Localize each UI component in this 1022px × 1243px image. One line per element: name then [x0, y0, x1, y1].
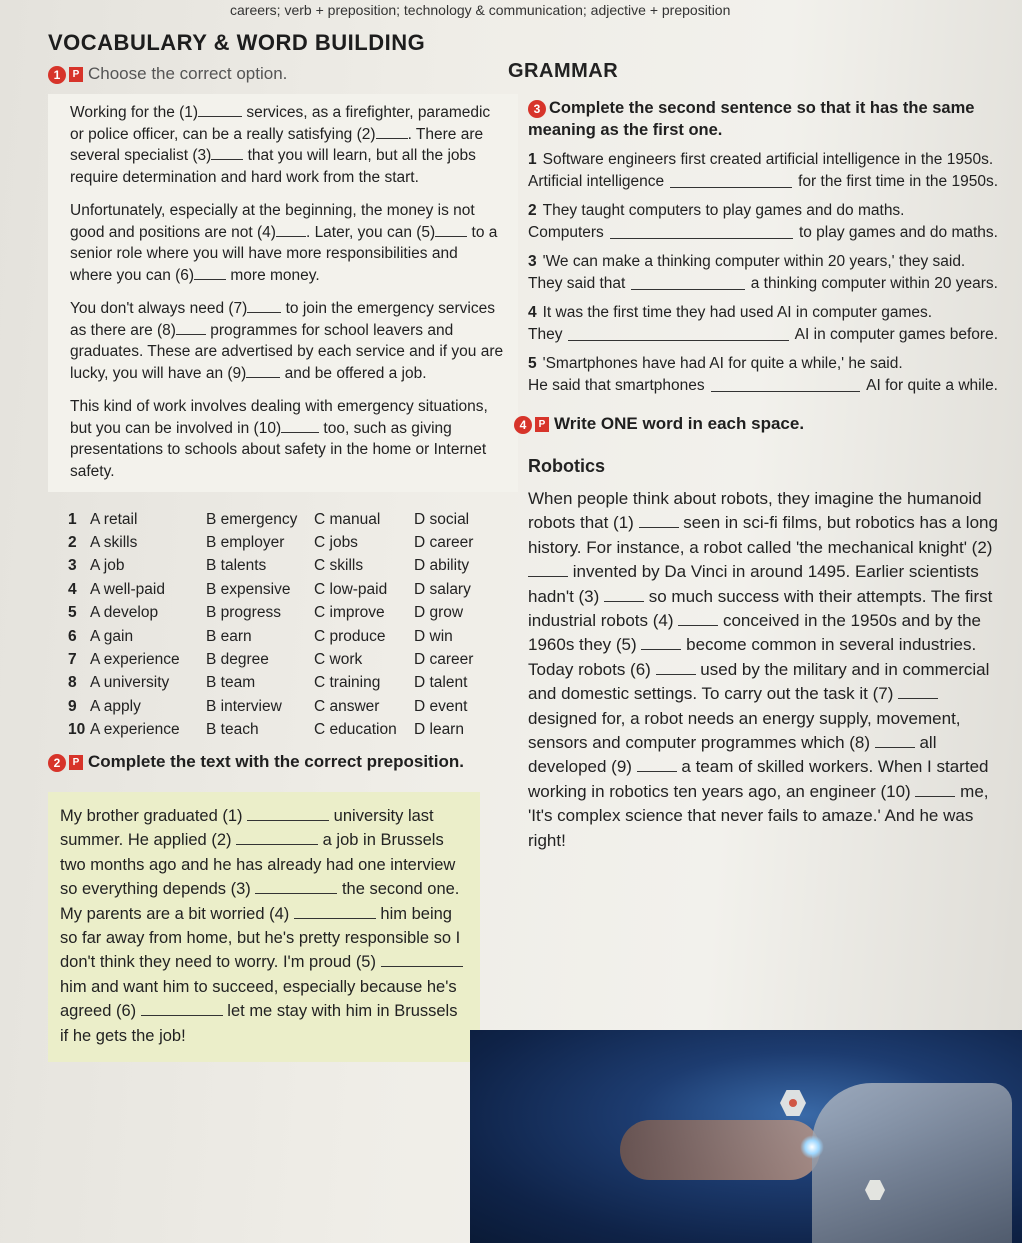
option-c[interactable]: C answer	[314, 697, 380, 715]
blank-1[interactable]	[198, 102, 242, 117]
option-b[interactable]: B expensive	[206, 580, 291, 598]
option-row	[68, 555, 518, 578]
word-blank-1[interactable]	[639, 513, 679, 528]
exercise-4-instruction: Write ONE word in each space.	[554, 414, 805, 433]
option-b[interactable]: B progress	[206, 604, 281, 622]
word-blank-8[interactable]	[875, 733, 915, 748]
text: and be offered a job.	[280, 364, 427, 382]
exercise-1-header	[48, 64, 518, 84]
robot-hand-shape	[812, 1083, 1012, 1243]
answer-line[interactable]	[670, 187, 792, 188]
exam-practice-icon: P	[69, 755, 83, 770]
exercise-4	[519, 414, 998, 853]
option-row	[68, 719, 518, 742]
option-b[interactable]: B earn	[206, 627, 252, 645]
prep-blank-5[interactable]	[381, 952, 463, 967]
cloze-paragraph-4	[70, 396, 504, 482]
answer-line[interactable]	[711, 391, 861, 392]
option-c[interactable]: C produce	[314, 627, 386, 645]
word-blank-3[interactable]	[604, 587, 644, 602]
second-sentence-end: AI for quite a while.	[866, 376, 998, 394]
exercise-1-instruction: Choose the correct option.	[88, 64, 288, 83]
second-sentence-end: AI in computer games before.	[794, 325, 998, 343]
option-number: 4	[68, 580, 77, 598]
text: Working for the (1)	[70, 104, 199, 121]
option-a[interactable]: A gain	[90, 627, 134, 645]
second-sentence	[528, 222, 998, 244]
text: become common in several industries. Today robots (6)	[528, 635, 977, 679]
option-row	[68, 531, 518, 554]
exercise-1-options	[48, 508, 518, 742]
blank-2[interactable]	[376, 124, 408, 139]
robotics-title: Robotics	[528, 456, 606, 476]
option-a[interactable]: A experience	[90, 721, 180, 739]
exercise-3-instruction: Complete the second sentence so that it has the same meaning as the first one.	[528, 99, 975, 139]
option-c[interactable]: C manual	[314, 510, 381, 528]
vocabulary-section	[48, 30, 518, 1062]
answer-line[interactable]	[631, 289, 744, 290]
transformation-item	[528, 251, 998, 294]
option-a[interactable]: A job	[90, 557, 125, 575]
blank-10[interactable]	[281, 418, 319, 433]
option-c[interactable]: C training	[314, 674, 381, 692]
second-sentence	[528, 324, 998, 346]
item-number: 5	[528, 355, 537, 372]
text: Unfortunately, especially at the beginning, the money is not good and positions are not (4)	[70, 202, 475, 241]
exercise-1-number: 1	[48, 66, 66, 84]
exercise-2-header	[48, 752, 518, 772]
grammar-title: GRAMMAR	[508, 60, 619, 82]
cloze-paragraph-3	[70, 298, 504, 384]
exercise-2-number: 2	[48, 754, 66, 772]
text: too, such as giving presentations to schools about safety in the home or Internet safety.	[70, 419, 487, 480]
text: . Later, you can (5)	[305, 223, 436, 241]
option-row	[68, 695, 518, 718]
exercise-3	[528, 97, 998, 396]
text: You don't always need (7)	[70, 300, 248, 317]
blank-4[interactable]	[276, 222, 306, 237]
option-number: 7	[68, 651, 77, 669]
exercise-4-number: 4	[514, 416, 532, 434]
word-blank-4[interactable]	[678, 611, 718, 626]
touch-glow	[800, 1135, 824, 1159]
option-c[interactable]: C skills	[314, 557, 364, 575]
option-a[interactable]: A develop	[90, 604, 159, 622]
robotics-text	[528, 487, 998, 853]
text: designed for, a robot needs an energy supply, movement, sensors and computer programmes which (8)	[528, 708, 961, 753]
option-row	[68, 578, 518, 601]
option-number: 8	[68, 674, 77, 692]
hexagon-icon	[780, 1090, 806, 1116]
first-sentence-text: It was the first time they had used AI in computer games.	[542, 304, 933, 321]
second-sentence-end: to play games and do maths.	[798, 223, 998, 241]
text: a team of skilled workers. When I started working in robotics ten years ago, an engineer (10)	[528, 757, 989, 801]
second-sentence-start: Artificial intelligence	[528, 172, 665, 190]
text: a job in Brussels two months ago and he has already had one interview so everything depends (3)	[60, 831, 456, 899]
exam-practice-icon: P	[69, 67, 83, 82]
word-blank-5[interactable]	[641, 635, 681, 650]
topic-header: careers; verb + preposition; technology & communication; adjective + preposition	[230, 2, 731, 18]
option-row	[68, 672, 518, 695]
text: all developed (9)	[528, 733, 937, 777]
blank-3[interactable]	[211, 145, 243, 160]
answer-line[interactable]	[610, 238, 793, 239]
option-b[interactable]: B degree	[206, 651, 269, 669]
item-number: 1	[528, 151, 537, 168]
second-sentence	[528, 375, 998, 397]
option-number: 1	[68, 510, 77, 528]
option-c[interactable]: C work	[314, 651, 363, 669]
text: My brother graduated (1)	[60, 806, 248, 825]
option-d[interactable]: D social	[414, 510, 470, 528]
word-blank-10[interactable]	[915, 782, 955, 797]
item-number: 2	[528, 202, 537, 219]
text: . There are several specialist (3)	[70, 125, 484, 164]
option-c[interactable]: C jobs	[314, 534, 358, 552]
option-number: 6	[68, 627, 77, 645]
text: When people think about robots, they imagine the humanoid robots that (1)	[528, 489, 982, 533]
blank-6[interactable]	[194, 265, 226, 280]
option-b[interactable]: B emergency	[206, 510, 298, 528]
option-c[interactable]: C education	[314, 721, 397, 739]
option-d[interactable]: D salary	[414, 580, 471, 598]
option-d[interactable]: D ability	[414, 557, 470, 575]
prep-blank-4[interactable]	[294, 904, 376, 919]
word-blank-2[interactable]	[528, 562, 568, 577]
option-b[interactable]: B teach	[206, 721, 259, 739]
text: to join the emergency services as there are (8)	[70, 300, 495, 339]
transformation-items	[528, 149, 998, 396]
text: more money.	[226, 266, 320, 284]
option-a[interactable]: A retail	[90, 510, 138, 528]
text: This kind of work involves dealing with emergency situations, but you can be involved in (10)	[70, 398, 488, 437]
option-d[interactable]: D learn	[414, 721, 464, 739]
answer-line[interactable]	[568, 340, 788, 341]
text: to a senior role where you will have more responsibilities and where you can (6)	[70, 223, 498, 284]
text: used by the military and in commercial and domestic settings. To carry out the task it (7)	[528, 659, 990, 704]
blank-5[interactable]	[435, 222, 467, 237]
option-d[interactable]: D career	[414, 534, 474, 552]
text: programmes for school leavers and graduates. These are advertised by each service and if you are lucky, you will have an (9)	[70, 321, 504, 382]
exercise-4-header	[514, 414, 998, 434]
text: invented by Da Vinci in around 1495. Earlier scientists hadn't (3)	[528, 562, 979, 606]
text: services, as a firefighter, paramedic or police officer, can be a really satisfying (2)	[70, 104, 491, 143]
option-a[interactable]: A well-paid	[90, 580, 165, 598]
exercise-3-number: 3	[528, 100, 546, 118]
transformation-item	[528, 149, 998, 192]
second-sentence-end: a thinking computer within 20 years.	[750, 274, 998, 292]
prep-blank-6[interactable]	[141, 1001, 223, 1016]
option-a[interactable]: A skills	[90, 534, 138, 552]
human-hand-shape	[620, 1120, 820, 1180]
option-row	[68, 508, 518, 531]
text: him and want him to succeed, especially because he's agreed (6)	[60, 977, 457, 1021]
option-d[interactable]: D grow	[414, 604, 464, 622]
option-c[interactable]: C low-paid	[314, 580, 388, 598]
second-sentence-start: Computers	[528, 223, 604, 241]
option-number: 9	[68, 697, 77, 715]
first-sentence	[528, 353, 998, 375]
first-sentence-text: They taught computers to play games and do maths.	[542, 202, 905, 219]
text: university last summer. He applied (2)	[60, 806, 434, 850]
option-b[interactable]: B interview	[206, 697, 282, 715]
cloze-paragraph-1	[70, 102, 504, 188]
blank-8[interactable]	[176, 320, 206, 335]
option-c[interactable]: C improve	[314, 604, 385, 622]
option-row	[68, 625, 518, 648]
text: let me stay with him in Brussels if he gets the job!	[60, 1002, 458, 1045]
option-b[interactable]: B team	[206, 674, 256, 692]
prep-blank-1[interactable]	[247, 806, 329, 821]
transformation-item	[528, 302, 998, 345]
option-number: 3	[68, 557, 77, 575]
text: that you will learn, but all the jobs require determination and hard work from the start.	[70, 147, 476, 186]
text: me, 'It's complex science that never fails to amaze.' And he was right!	[528, 781, 989, 850]
option-d[interactable]: D event	[414, 697, 468, 715]
second-sentence-end: for the first time in the 1950s.	[798, 172, 998, 190]
first-sentence-text: Software engineers first created artificial intelligence in the 1950s.	[542, 151, 994, 168]
exam-practice-icon: P	[535, 417, 549, 432]
exercise-1-text	[48, 94, 518, 492]
blank-9[interactable]	[246, 363, 280, 378]
option-d[interactable]: D win	[414, 627, 453, 645]
word-blank-7[interactable]	[898, 684, 938, 699]
option-b[interactable]: B employer	[206, 534, 285, 552]
second-sentence	[528, 171, 998, 193]
option-d[interactable]: D career	[414, 651, 474, 669]
prep-blank-2[interactable]	[236, 830, 318, 845]
vocabulary-title: VOCABULARY & WORD BUILDING	[48, 30, 426, 55]
transformation-item	[528, 200, 998, 243]
first-sentence	[528, 200, 998, 222]
transformation-item	[528, 353, 998, 396]
first-sentence-text: 'Smartphones have had AI for quite a while,' he said.	[542, 355, 903, 372]
item-number: 4	[528, 304, 537, 321]
robot-hand-illustration	[470, 1030, 1022, 1243]
first-sentence-text: 'We can make a thinking computer within 20 years,' they said.	[542, 253, 966, 270]
text: so much success with their attempts. The first industrial robots (4)	[528, 586, 993, 631]
exercise-2-instruction: Complete the text with the correct preposition.	[88, 751, 464, 771]
word-blank-9[interactable]	[637, 757, 677, 772]
option-row	[68, 648, 518, 671]
prep-blank-3[interactable]	[255, 879, 337, 894]
text: conceived in the 1950s and by the 1960s they (5)	[528, 611, 981, 655]
text: him being so far away from home, but he's pretty responsible so I don't think they need to worry. I'm proud (5)	[60, 904, 461, 972]
option-a[interactable]: A apply	[90, 697, 141, 715]
option-number: 2	[68, 534, 77, 552]
option-a[interactable]: A university	[90, 674, 170, 692]
second-sentence-start: He said that smartphones	[528, 376, 705, 394]
blank-7[interactable]	[247, 298, 281, 313]
text: seen in sci-fi films, but robotics has a long history. For instance, a robot called 'the mechanical knight' (2)	[528, 513, 998, 557]
grammar-section	[508, 60, 998, 853]
second-sentence-start: They	[528, 325, 563, 343]
word-blank-6[interactable]	[656, 660, 696, 675]
second-sentence-start: They said that	[528, 274, 626, 292]
option-b[interactable]: B talents	[206, 557, 267, 575]
first-sentence	[528, 149, 998, 171]
second-sentence	[528, 273, 998, 295]
option-a[interactable]: A experience	[90, 651, 180, 669]
first-sentence	[528, 302, 998, 324]
option-row	[68, 602, 518, 625]
text: the second one. My parents are a bit worried (4)	[60, 880, 460, 923]
exercise-3-header	[528, 97, 998, 141]
option-d[interactable]: D talent	[414, 674, 468, 692]
item-number: 3	[528, 253, 537, 270]
cloze-paragraph-2	[70, 200, 504, 286]
option-number: 10	[68, 721, 86, 739]
first-sentence	[528, 251, 998, 273]
option-number: 5	[68, 604, 77, 622]
exercise-2-text	[48, 792, 480, 1062]
